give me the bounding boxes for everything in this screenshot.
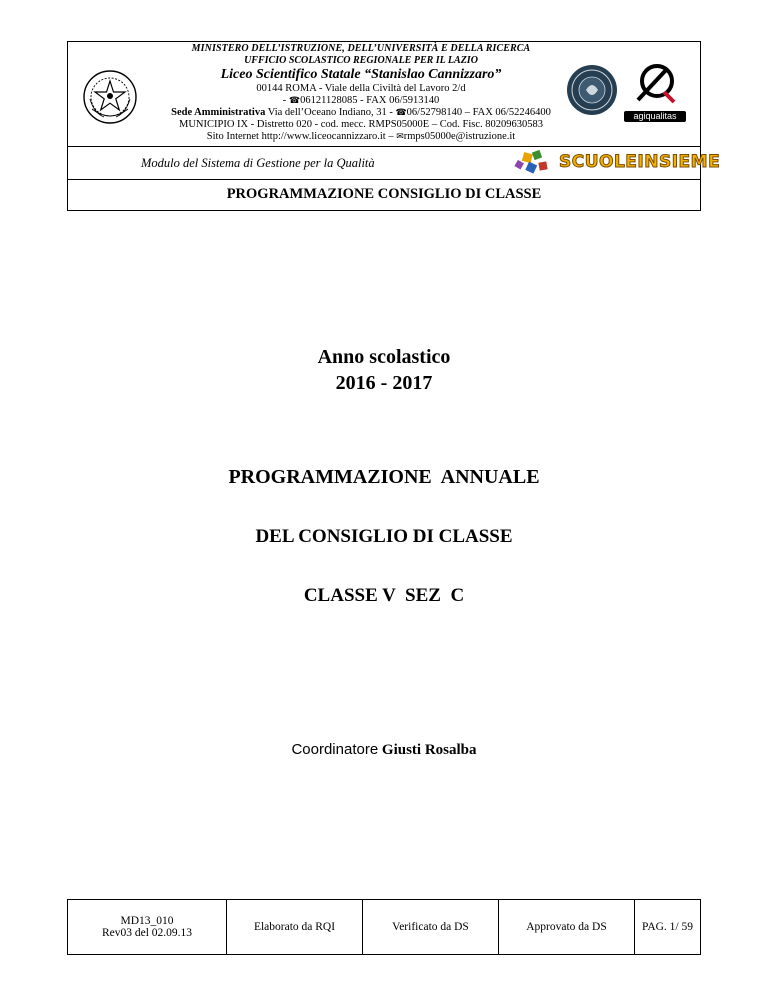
document-header <box>67 41 721 211</box>
footer-approved-cell: Approvato da DS <box>499 900 635 955</box>
school-info <box>148 43 574 143</box>
website-line <box>148 131 574 143</box>
phone-icon: ☎ <box>395 108 407 119</box>
phone-icon: ☎ <box>288 96 301 107</box>
header-top-section <box>68 42 700 147</box>
coordinator-label: Coordinatore <box>291 741 379 758</box>
ministry-name: MINISTERO DELL’ISTRUZIONE, DELL’UNIVERSITÀ E DELLA RICERCA <box>191 43 531 54</box>
accredia-seal-icon <box>566 64 618 116</box>
admin-phone-fax: 06/52798140 – FAX 06/52246400 <box>406 107 551 119</box>
module-label: Modulo del Sistema di Gestione per la Qualità <box>141 156 375 170</box>
class-section-title: CLASSE V SEZ C <box>303 585 465 606</box>
program-title: PROGRAMMAZIONE CONSIGLIO DI CLASSE <box>226 186 542 202</box>
footer-row <box>68 900 701 955</box>
header-module-section <box>68 147 721 180</box>
email-address: rmps05000e@istruzione.it <box>403 131 516 143</box>
document-sub-title: DEL CONSIGLIO DI CLASSE <box>255 526 513 547</box>
agiqualitas-wordmark: agiqualitas <box>624 111 686 122</box>
footer-doc-code-cell <box>68 900 227 955</box>
school-phone-line: - ☎06121128085 - FAX 06/5913140 <box>282 95 440 107</box>
agiqualitas-logo <box>624 62 686 124</box>
scuoleinsieme-logo <box>513 149 763 177</box>
school-phone-fax: 06121128085 - FAX 06/5913140 <box>300 95 440 107</box>
footer-verified-cell: Verificato da DS <box>363 900 499 955</box>
footer-page-cell: PAG. 1/ 59 <box>635 900 701 955</box>
scuoleinsieme-puzzle-icon <box>513 149 557 177</box>
document-footer-table <box>67 899 701 955</box>
header-title-section <box>68 180 700 210</box>
document-main-title: PROGRAMMAZIONE ANNUALE <box>228 466 540 488</box>
agiqualitas-mark-icon <box>624 62 686 106</box>
doc-code: MD13_010 <box>120 915 174 927</box>
scuoleinsieme-wordmark: SCUOLEINSIEME <box>559 152 721 172</box>
website-text: Sito Internet http://www.liceocannizzaro.it – <box>206 131 394 143</box>
italian-republic-emblem-icon <box>82 69 138 125</box>
coordinator-name: Giusti Rosalba <box>381 742 477 758</box>
school-address: 00144 ROMA - Viale della Civiltà del Lavoro 2/d <box>256 83 466 95</box>
regional-office: UFFICIO SCOLASTICO REGIONALE PER IL LAZIO <box>244 54 478 66</box>
municipio-line: MUNICIPIO IX - Distretto 020 - cod. mecc. RMPS05000E – Cod. Fisc. 80209630583 <box>179 119 543 131</box>
admin-address: Via dell’Oceano Indiano, 31 - <box>267 107 393 119</box>
coordinator-line <box>0 741 768 759</box>
admin-label: Sede Amministrativa <box>171 107 266 119</box>
footer-prepared-cell: Elaborato da RQI <box>227 900 363 955</box>
school-name: Liceo Scientifico Statale “Stanislao Cannizzaro” <box>220 67 502 82</box>
envelope-icon: ✉ <box>396 132 404 143</box>
school-year-value: 2016 - 2017 <box>335 372 433 394</box>
revision: Rev03 del 02.09.13 <box>101 927 193 939</box>
admin-line <box>148 107 574 119</box>
school-year-label: Anno scolastico <box>317 346 451 368</box>
